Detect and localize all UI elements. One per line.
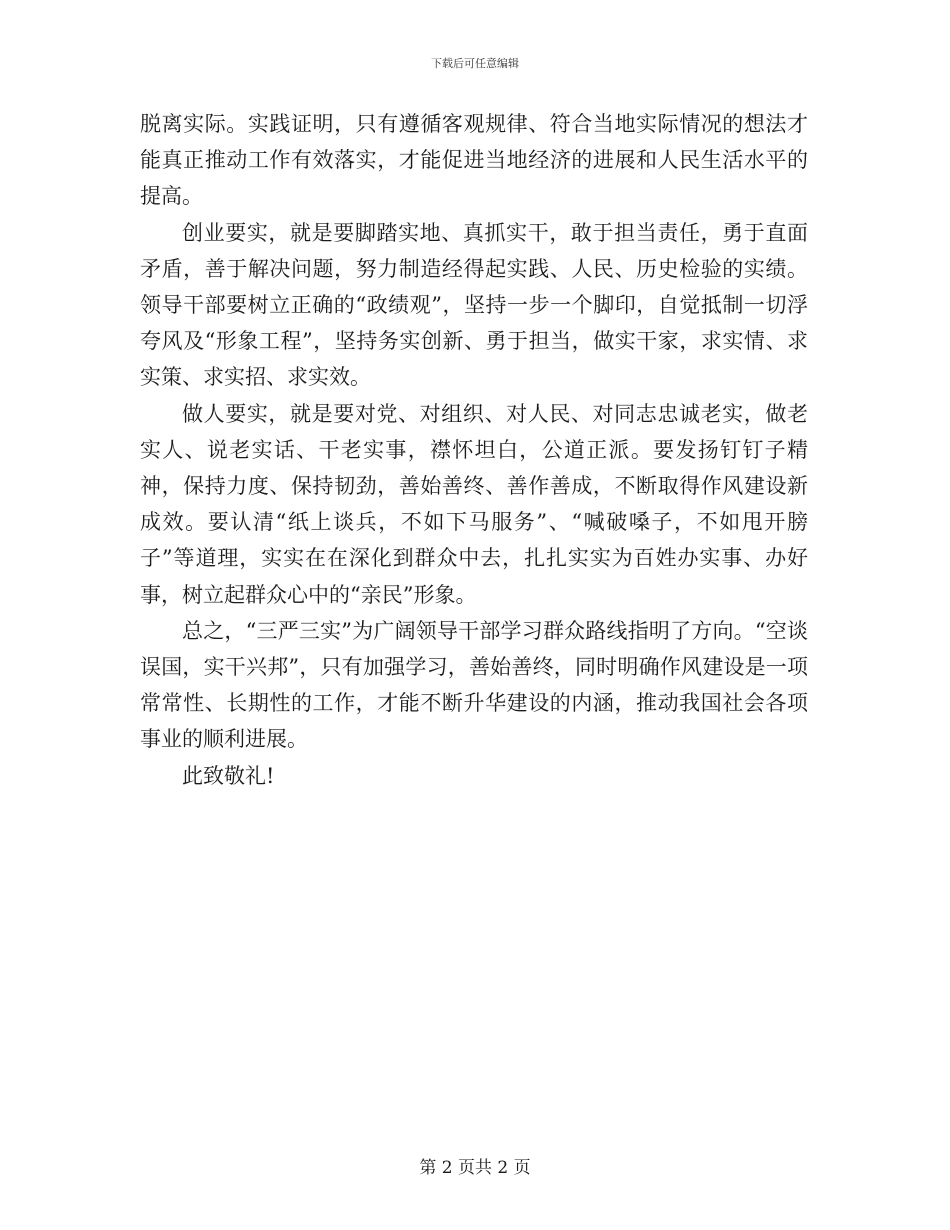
document-body	[140, 106, 808, 794]
page-number-footer: 第 2 页共 2 页	[419, 1158, 531, 1178]
paragraph-entrepreneurship: 创业要实，就是要脚踏实地、真抓实干，敢于担当责任，勇于直面矛盾，善于解决问题，努力制造经得起实践、人民、历史检验的实绩。领导干部要树立正确的“政绩观”，坚持一步一个脚印，自觉抵制一切浮夸风及“形象工程”，坚持务实创新、勇于担当，做实干家，求实情、求实策、求实招、求实效。	[140, 220, 808, 390]
paragraph-conclusion: 总之，“三严三实”为广阔领导干部学习群众路线指明了方向。“空谈误国，实干兴邦”，只有加强学习，善始善终，同时明确作风建设是一项常常性、长期性的工作，才能不断升华建设的内涵，推动我国社会各项事业的顺利进展。	[140, 618, 808, 752]
paragraph-conduct: 做人要实，就是要对党、对组织、对人民、对同志忠诚老实，做老实人、说老实话、干老实事，襟怀坦白，公道正派。要发扬钉钉子精神，保持力度、保持韧劲，善始善终、善作善成，不断取得作风建设新成效。要认清“纸上谈兵，不如下马服务”、“喊破嗓子，不如甩开膀子”等道理，实实在在深化到群众中去，扎扎实实为百姓办实事、办好事，树立起群众心中的“亲民”形象。	[140, 401, 808, 607]
page-header-note: 下载后可任意编辑	[431, 57, 519, 70]
paragraph-continuation: 脱离实际。实践证明，只有遵循客观规律、符合当地实际情况的想法才能真正推动工作有效落实，才能促进当地经济的进展和人民生活水平的提高。	[140, 112, 808, 209]
paragraph-closing: 此致敬礼!	[182, 763, 275, 788]
